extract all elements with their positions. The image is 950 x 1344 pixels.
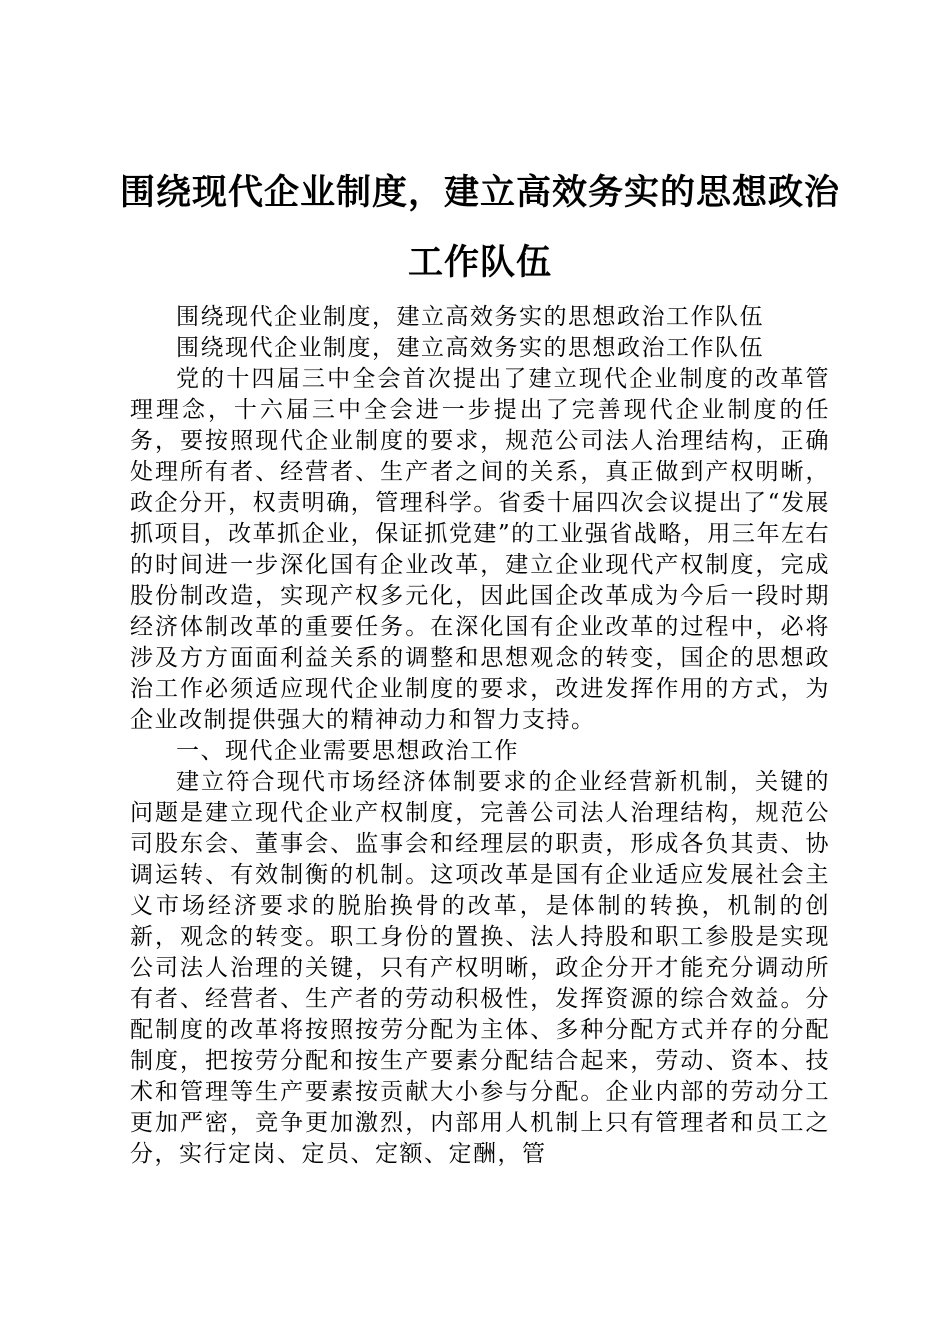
body-paragraph: 党的十四届三中全会首次提出了建立现代企业制度的改革管理理念，十六届三中全会进一步提出了完善现代企业制度的任务，要按照现代企业制度的要求，规范公司法人治理结构，正确处理所有者、经营者、生产者之间的关系，真正做到产权明晰，政企分开，权责明确，管理科学。省委十届四次会议提出了“发展抓项目，改革抓企业，保证抓党建”的工业强省战略，用三年左右的时间进一步深化国有企业改革，建立企业现代产权制度，完成股份制改造，实现产权多元化，因此国企改革成为今后一段时期经济体制改革的重要任务。在深化国有企业改革的过程中，必将涉及方方面面利益关系的调整和思想观念的转变，国企的思想政治工作必须适应现代企业制度的要求，改进发挥作用的方式，为企业改制提供强大的精神动力和智力支持。 xyxy=(130,366,830,733)
section-heading: 一、现代企业需要思想政治工作 xyxy=(176,738,519,764)
document-body xyxy=(130,302,830,1170)
subtitle-repeat-1: 围绕现代企业制度，建立高效务实的思想政治工作队伍 xyxy=(176,304,764,330)
title-line-1: 围绕现代企业制度，建立高效务实的思想政治 xyxy=(120,172,841,213)
title-line-2: 工作队伍 xyxy=(407,242,552,283)
document-page xyxy=(120,158,841,1170)
body-paragraph: 建立符合现代市场经济体制要求的企业经营新机制，关键的问题是建立现代企业产权制度，完善公司法人治理结构，规范公司股东会、董事会、监事会和经理层的职责，形成各负其责、协调运转、有效制衡的机制。这项改革是国有企业适应发展社会主义市场经济要求的脱胎换骨的改革，是体制的转换，机制的创新，观念的转变。职工身份的置换、法人持股和职工参股是实现公司法人治理的关键，只有产权明晰，政企分开才能充分调动所有者、经营者、生产者的劳动积极性，发挥资源的综合效益。分配制度的改革将按照按劳分配为主体、多种分配方式并存的分配制度，把按劳分配和按生产要素分配结合起来，劳动、资本、技术和管理等生产要素按贡献大小参与分配。企业内部的劳动分工更加严密，竞争更加激烈，内部用人机制上只有管理者和员工之分，实行定岗、定员、定额、定酬，管 xyxy=(130,769,830,1167)
document-title xyxy=(120,158,840,298)
subtitle-repeat-2: 围绕现代企业制度，建立高效务实的思想政治工作队伍 xyxy=(176,335,764,361)
